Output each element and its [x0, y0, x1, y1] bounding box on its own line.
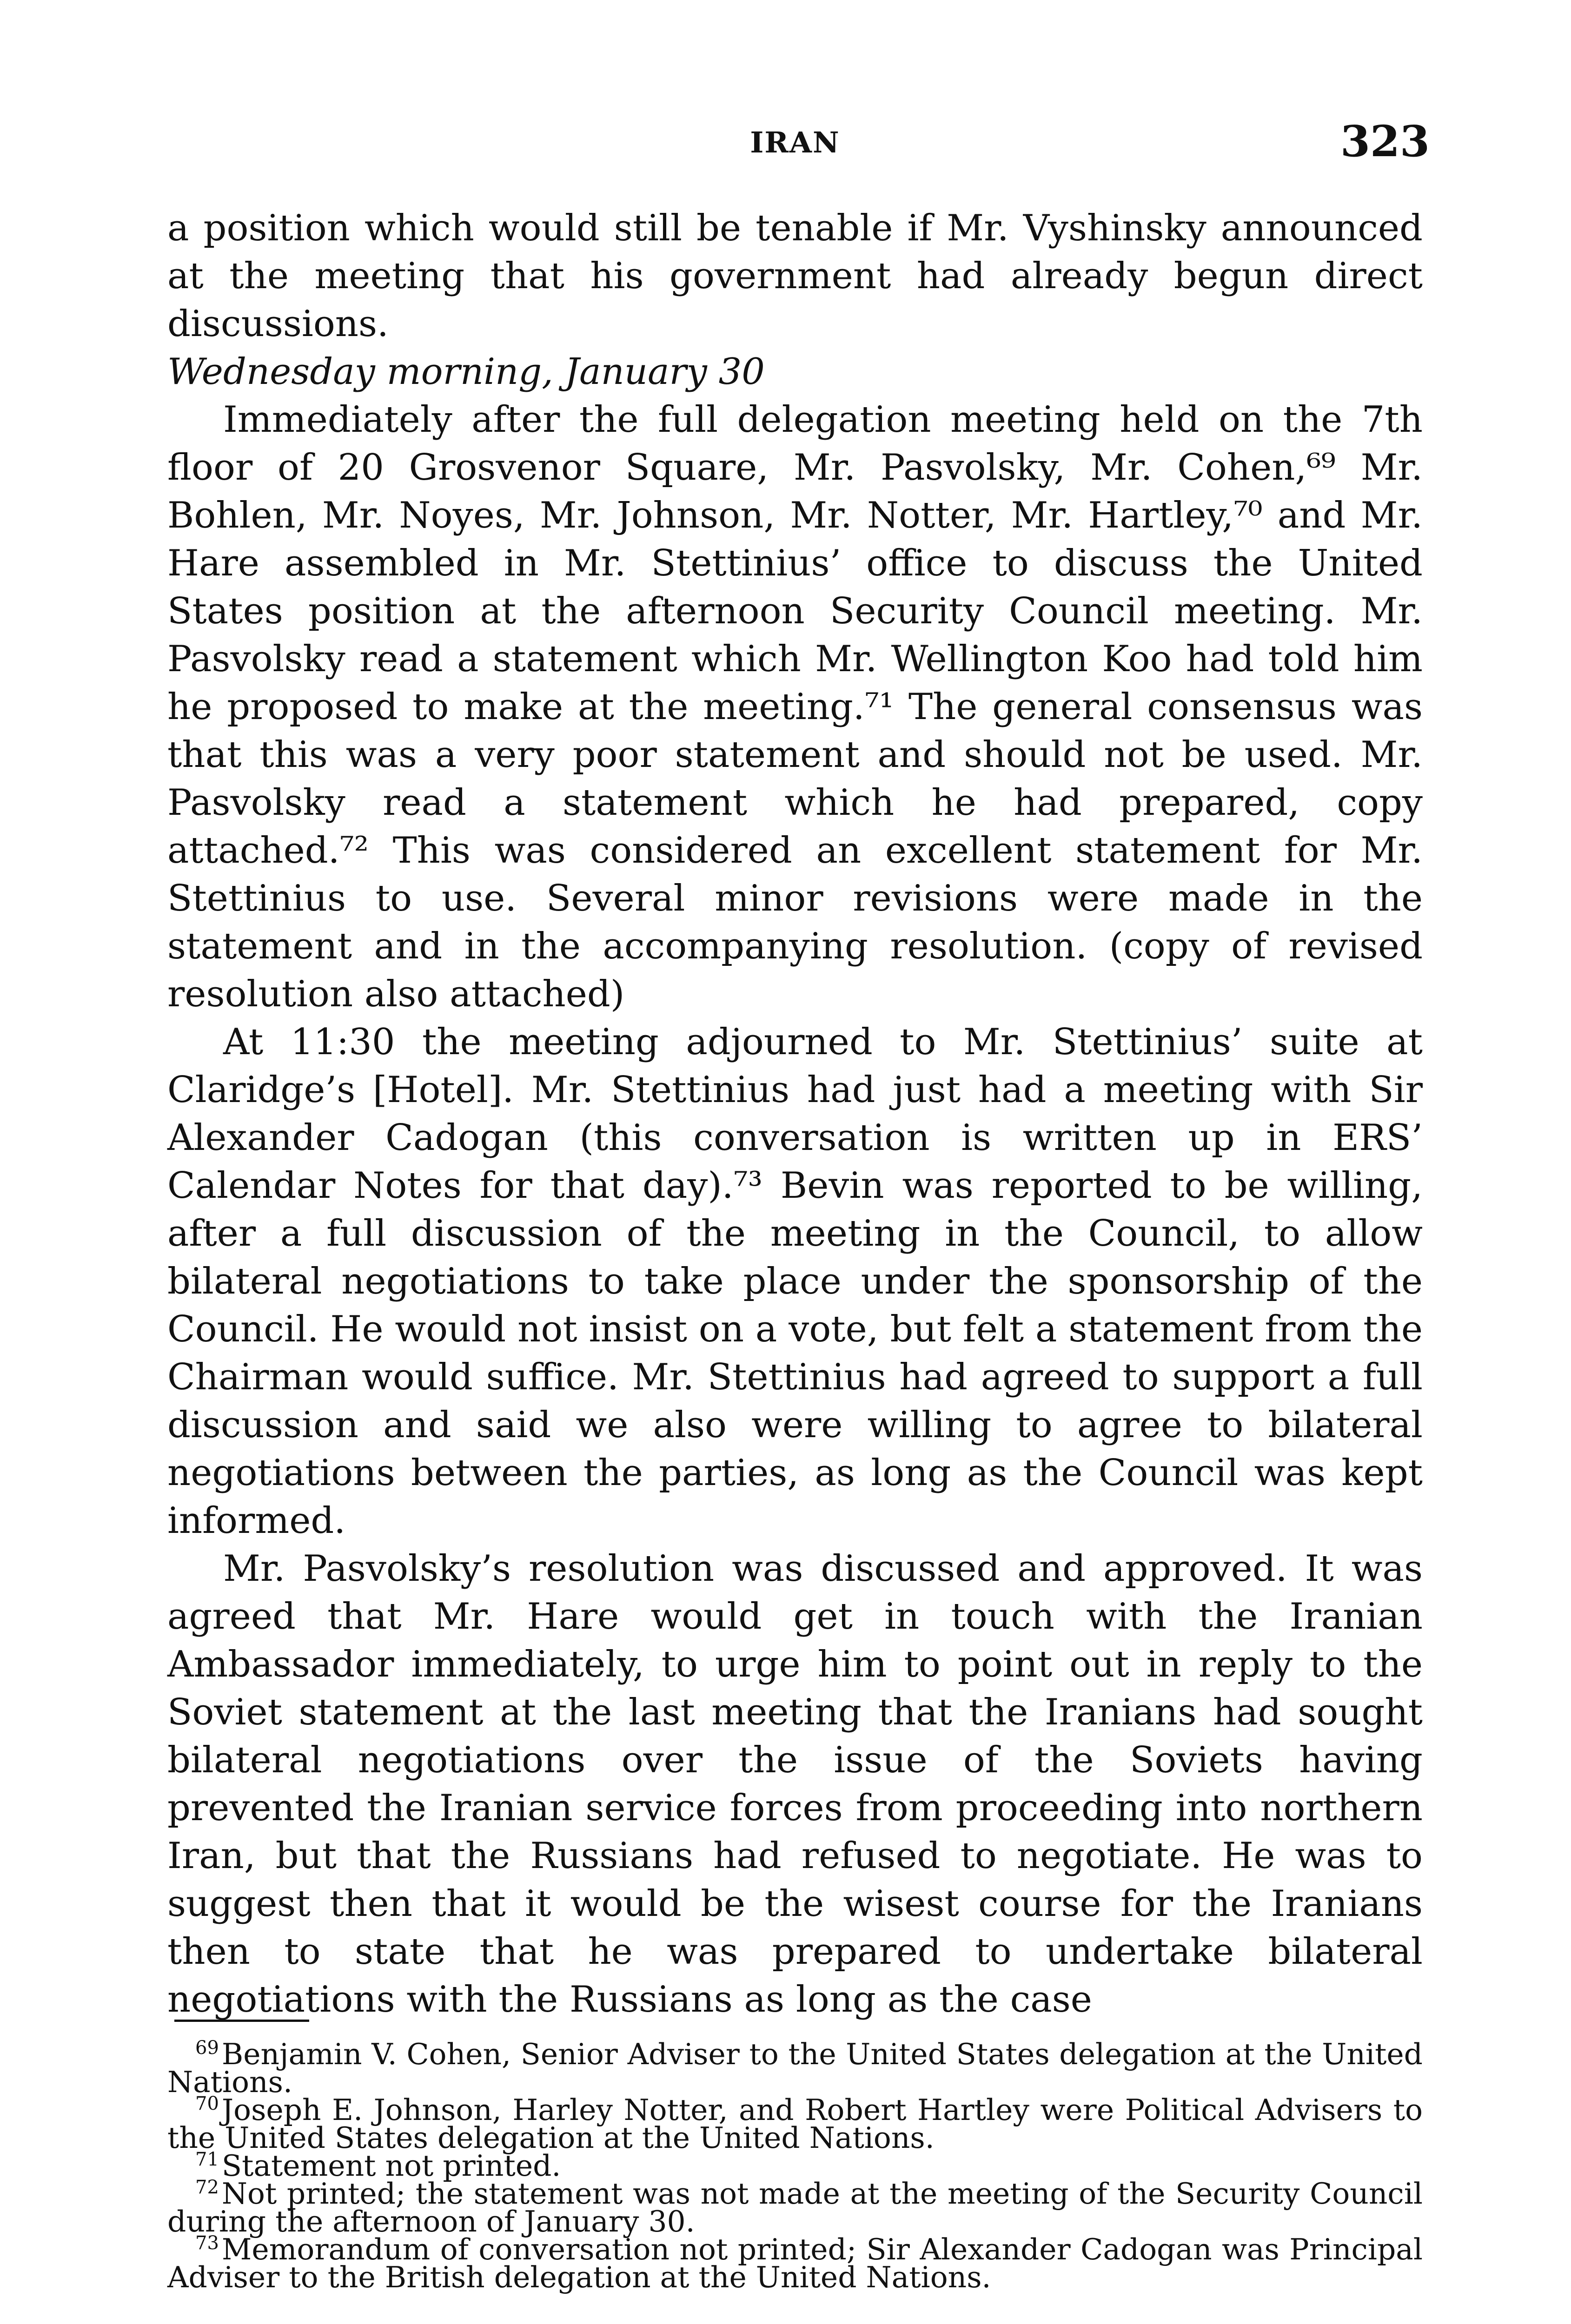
dateline: Wednesday morning, January 30: [167, 351, 765, 393]
footnote-marker: 71: [195, 2149, 219, 2170]
footnote: [167, 2093, 1423, 2155]
paragraph: Mr. Pasvolsky’s resolution was discussed and approved. It was agreed that Mr. Hare would get in touch with the Iranian Ambassador immediately, to urge him to point out in reply to the Soviet statement at the last meeting that the Iranians had sought bilateral negotiations over the issue of the Soviets having prevented the Iranian service forces from proceeding into northern Iran, but that the Russians had refused to negotiate. He was to suggest then that it would be the wisest course for the Iranians then to state that he was prepared to undertake bilateral negotiations with the Russians as long as the case: [167, 1548, 1423, 2020]
footnote: [167, 2149, 1423, 2183]
footnote: [167, 2177, 1423, 2238]
footnotes: [167, 2037, 1423, 2294]
footnote-marker: 72: [195, 2177, 219, 2198]
paragraph-continuation: a position which would still be tenable if Mr. Vyshinsky announced at the meeting that his government had already begun direct discussions.: [167, 207, 1423, 345]
footnote: [167, 2037, 1423, 2099]
paragraph: At 11:30 the meeting adjourned to Mr. Stettinius’ suite at Claridge’s [Hotel]. Mr. Stettinius had just had a meeting with Sir Alexander Cadogan (this conversation is written up in ERS’ Calendar Notes for that day).⁷³ Bevin was reported to be willing, after a full discussion of the meeting in the Council, to allow bilateral negotiations to take place under the sponsorship of the Council. He would not insist on a vote, but felt a statement from the Chairman would suffice. Mr. Stettinius had agreed to support a full discussion and said we also were willing to agree to bilateral negotiations between the parties, as long as the Council was kept informed.: [167, 1021, 1423, 1542]
footnote-marker: 69: [195, 2037, 219, 2059]
body-text: [167, 205, 1423, 2024]
footnote-text: Benjamin V. Cohen, Senior Adviser to the United States delegation at the United Nations.: [167, 2037, 1423, 2099]
page-number: 323: [1340, 116, 1430, 166]
running-head: [167, 116, 1430, 172]
footnote-marker: 70: [195, 2093, 219, 2114]
paragraph: Immediately after the full delegation meeting held on the 7th floor of 20 Grosvenor Square, Mr. Pasvolsky, Mr. Cohen,⁶⁹ Mr. Bohlen, Mr. Noyes, Mr. Johnson, Mr. Notter, Mr. Hartley,⁷⁰ and Mr. Hare assembled in Mr. Stettinius’ office to discuss the United States position at the afternoon Security Council meeting. Mr. Pasvolsky read a statement which Mr. Wellington Koo had told him he proposed to make at the meeting.⁷¹ The general consensus was that this was a very poor statement and should not be used. Mr. Pasvolsky read a statement which he had prepared, copy attached.⁷² This was considered an excellent statement for Mr. Stettinius to use. Several minor revisions were made in the statement and in the accompanying resolution. (copy of revised resolution also attached): [167, 399, 1423, 1015]
footnote-text: Memorandum of conversation not printed; Sir Alexander Cadogan was Principal Adviser to the British delegation at the United Nations.: [167, 2232, 1423, 2294]
footnote-text: Joseph E. Johnson, Harley Notter, and Robert Hartley were Political Advisers to the United States delegation at the United Nations.: [167, 2093, 1423, 2155]
footnote: [167, 2232, 1423, 2294]
running-title: IRAN: [750, 125, 840, 159]
footnote-text: Not printed; the statement was not made at the meeting of the Security Council during the afternoon of January 30.: [167, 2177, 1423, 2238]
footnote-divider: [174, 2020, 309, 2022]
footnote-marker: 73: [195, 2232, 219, 2254]
footnote-text: Statement not printed.: [221, 2149, 561, 2183]
